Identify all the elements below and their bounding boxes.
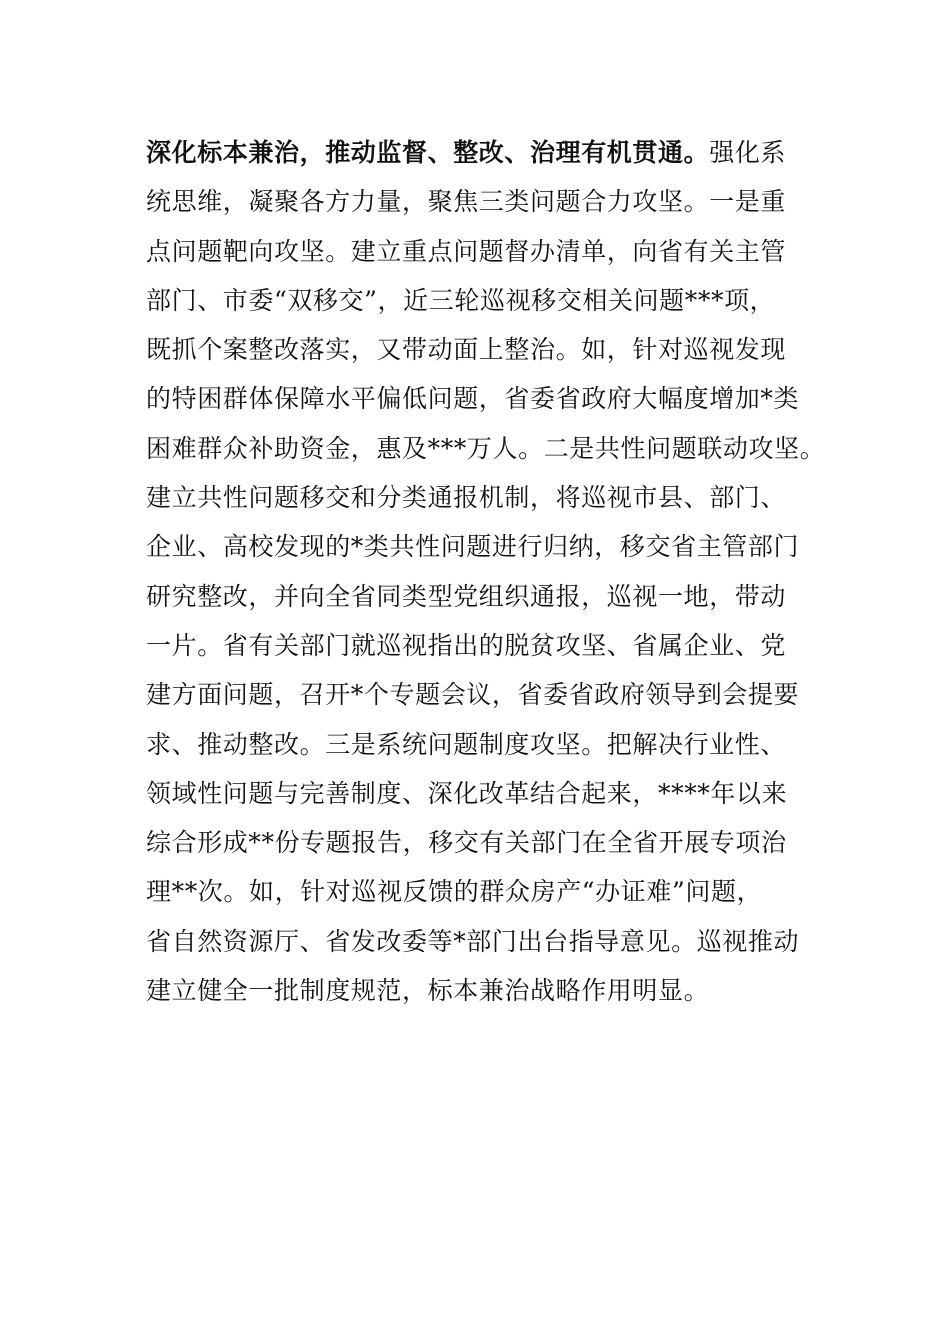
paragraph-line-6: 的特困群体保障水平偏低问题，省委省政府大幅度增加*类 — [146, 384, 800, 414]
paragraph-line-13: 求、推动整改。三是系统问题制度攻坚。把解决行业性、 — [146, 729, 787, 759]
paragraph-line-8: 建立共性问题移交和分类通报机制，将巡视市县、部门、 — [146, 483, 787, 513]
paragraph-line-10: 研究整改，并向全省同类型党组织通报，巡视一地，带动 — [146, 581, 787, 611]
paragraph-line-2: 统思维，凝聚各方力量，聚焦三类问题合力攻坚。一是重 — [146, 187, 787, 217]
paragraph-line-14: 领域性问题与完善制度、深化改革结合起来，****年以来 — [146, 778, 788, 808]
paragraph-lead-heading: 深化标本兼治，推动监督、整改、治理有机贯通。 — [146, 138, 710, 167]
paragraph-line-4: 部门、市委“双移交”，近三轮巡视移交相关问题***项， — [146, 285, 776, 315]
paragraph-line-9: 企业、高校发现的*类共性问题进行归纳，移交省主管部门 — [146, 532, 800, 562]
paragraph-line-1-text: 强化系 — [709, 138, 787, 167]
paragraph-line-11: 一片。省有关部门就巡视指出的脱贫攻坚、省属企业、党 — [146, 630, 787, 660]
paragraph-line-12: 建方面问题，召开*个专题会议，省委省政府领导到会提要 — [146, 680, 800, 710]
body-paragraph — [146, 128, 836, 1015]
paragraph-line-7: 困难群众补助资金，惠及***万人。二是共性问题联动攻坚。 — [146, 433, 826, 463]
paragraph-line-18: 建立健全一批制度规范，标本兼治战略作用明显。 — [146, 976, 710, 1006]
paragraph-line-17: 省自然资源厅、省发改委等*部门出台指导意见。巡视推动 — [146, 926, 800, 956]
paragraph-line-1 — [146, 128, 836, 177]
paragraph-line-16: 理**次。如，针对巡视反馈的群众房产“办证难”问题， — [146, 877, 763, 907]
paragraph-line-5: 既抓个案整改落实，又带动面上整治。如，针对巡视发现 — [146, 335, 787, 365]
paragraph-line-15: 综合形成**份专题报告，移交有关部门在全省开展专项治 — [146, 828, 787, 858]
paragraph-line-3: 点问题靶向攻坚。建立重点问题督办清单，向省有关主管 — [146, 236, 787, 266]
